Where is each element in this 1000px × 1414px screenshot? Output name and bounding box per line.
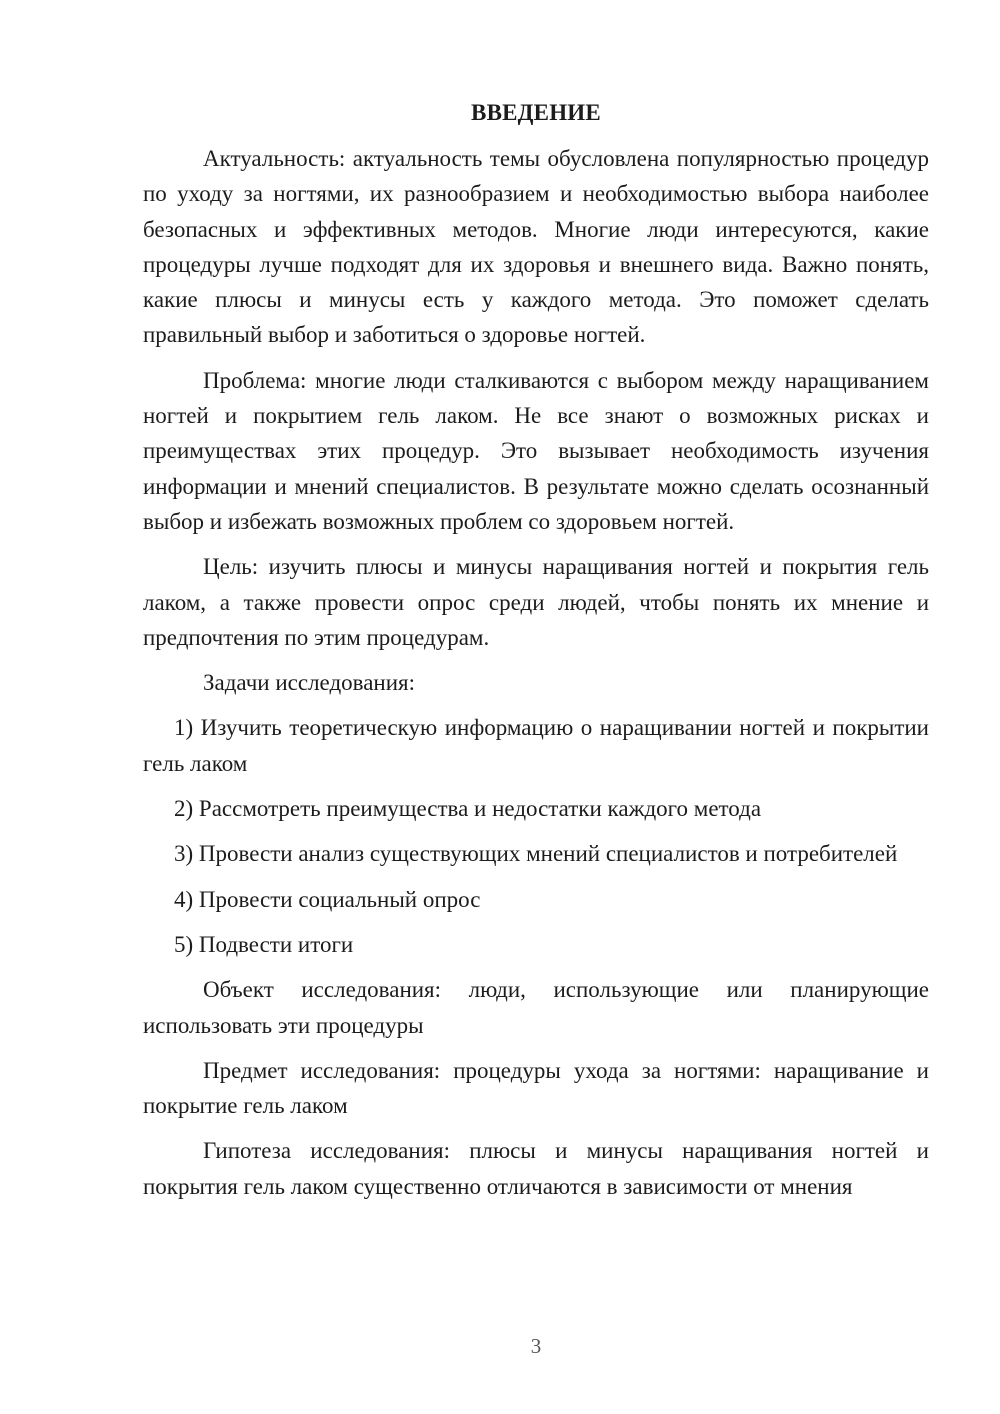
paragraph-goal: Цель: изучить плюсы и минусы наращивания ногтей и покрытия гель лаком, а также провести опрос среди людей, чтобы понять их мнение и предпочтения по этим процедурам.: [143, 554, 929, 650]
paragraph-problem: Проблема: многие люди сталкиваются с выбором между наращиванием ногтей и покрытием гель лаком. Не все знают о возможных рисках и преимуществах этих процедур. Это вызывает необходимость изучения информации и мнений специалистов. В результате можно сделать осознанный выбор и избежать возможных проблем со здоровьем ногтей.: [143, 367, 929, 534]
section-title: ВВЕДЕНИЕ: [471, 100, 601, 125]
paragraph-object: Объект исследования: люди, использующие или планирующие использовать эти процедуры: [143, 977, 929, 1038]
task-item-1: 1) Изучить теоретическую информацию о наращивании ногтей и покрытии гель лаком: [143, 715, 929, 776]
paragraph-hypothesis: Гипотеза исследования: плюсы и минусы наращивания ногтей и покрытия гель лаком существенно отличаются в зависимости от мнения: [143, 1138, 929, 1199]
paragraph-subject: Предмет исследования: процедуры ухода за ногтями: наращивание и покрытие гель лаком: [143, 1057, 929, 1119]
page-number: 3: [530, 1334, 542, 1358]
paragraph-relevance: Актуальность: актуальность темы обусловлена популярностью процедур по уходу за ногтями, их разнообразием и необходимостью выбора наиболее безопасных и эффективных методов. Многие люди интересуются, какие процедуры лучше подходят для их здоровья и внешнего вида. Важно понять, какие плюсы и минусы есть у каждого метода. Это поможет сделать правильный выбор и заботиться о здоровье ногтей.: [143, 146, 929, 348]
task-item-4: 4) Провести социальный опрос: [174, 886, 481, 912]
task-item-5: 5) Подвести итоги: [174, 931, 354, 957]
task-item-3: 3) Провести анализ существующих мнений специалистов и потребителей: [174, 841, 898, 867]
page-content: [143, 95, 929, 1214]
paragraph-tasks-heading: Задачи исследования:: [203, 670, 416, 696]
task-item-2: 2) Рассмотреть преимущества и недостатки каждого метода: [174, 796, 762, 822]
